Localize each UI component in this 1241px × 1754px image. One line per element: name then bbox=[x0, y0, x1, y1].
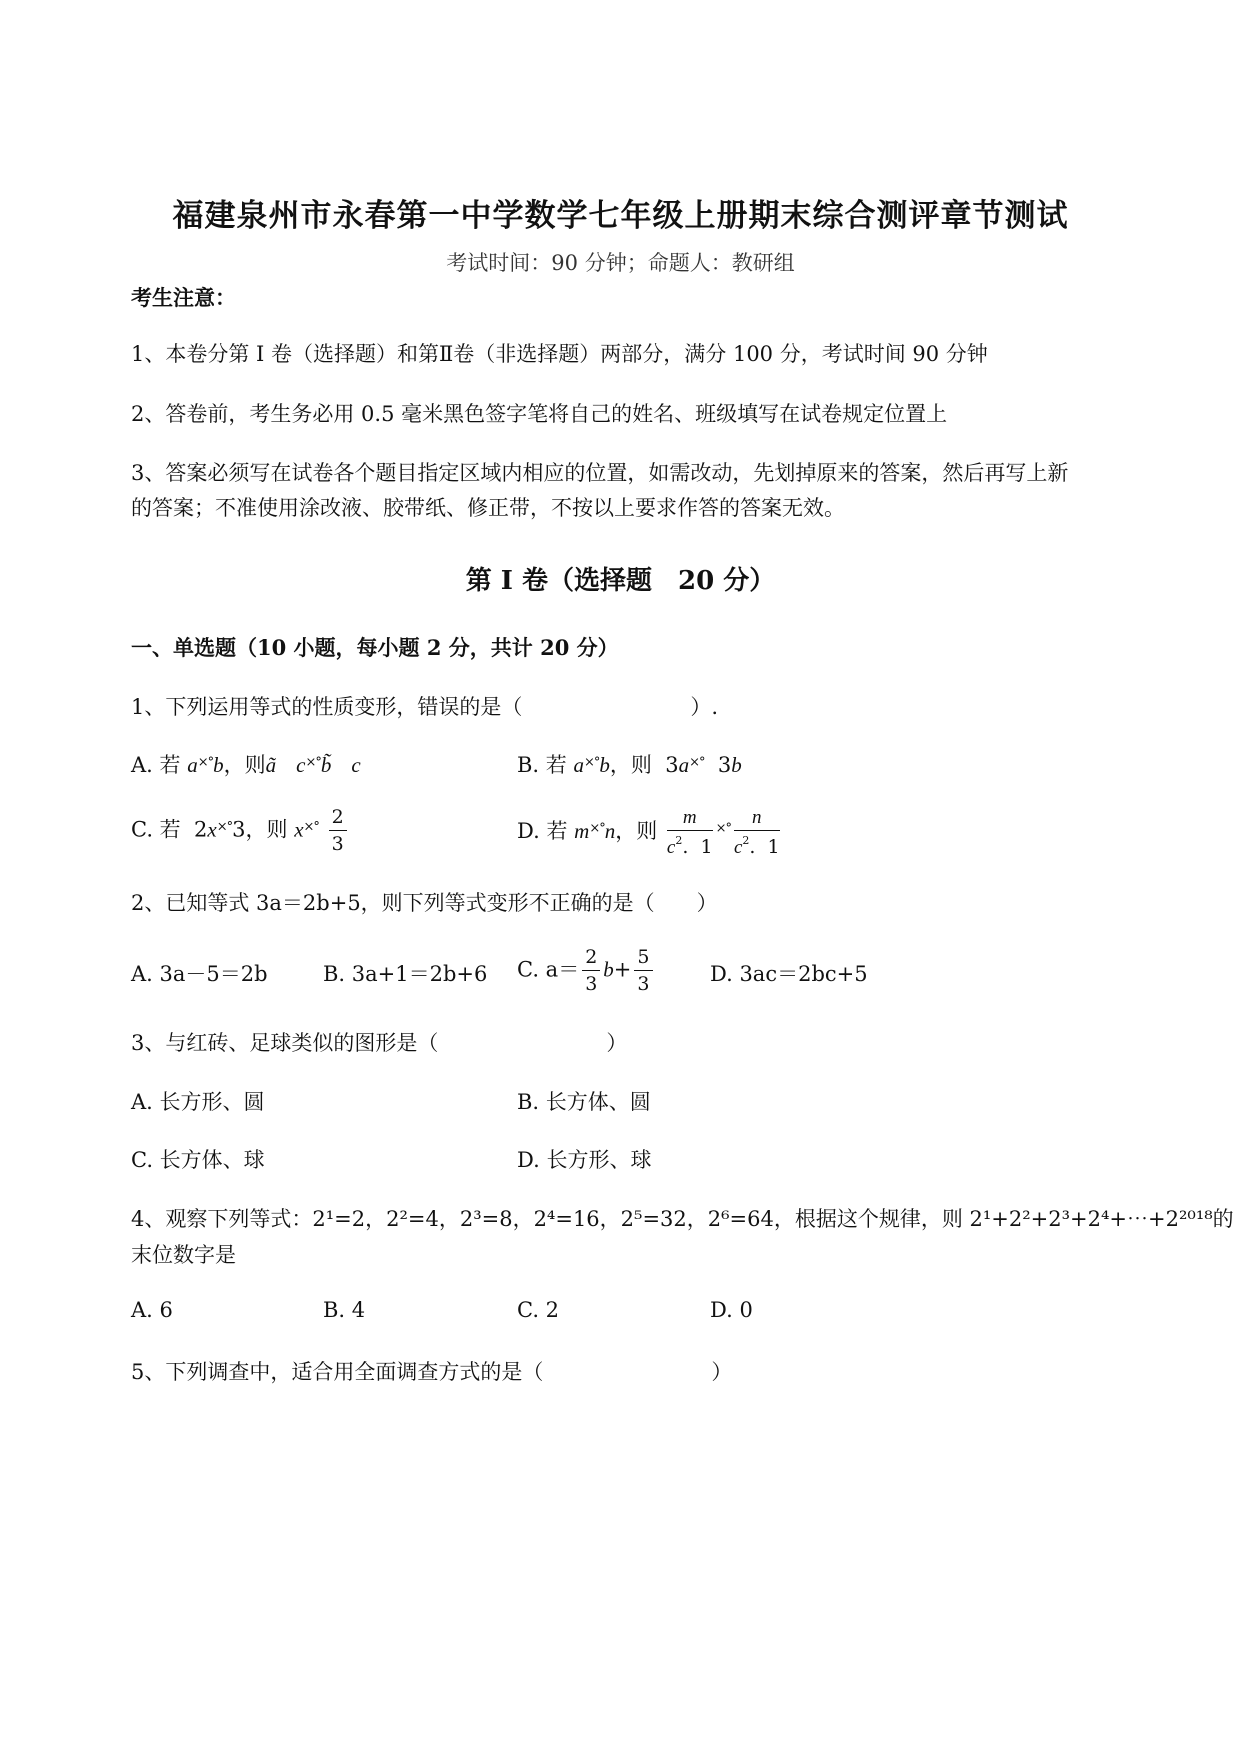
question-4-option-d[interactable]: D. 0 bbox=[710, 1298, 753, 1322]
question-4-stem: 4、观察下列等式：2¹=2，2²=4，2³=8，2⁴=16，2⁵=32，2⁶=64，根据这个规律，则 2¹+2²+2³+2⁴+⋯+2²⁰¹⁸的 bbox=[131, 1207, 1234, 1231]
question-1-option-b[interactable]: B. 若 a×°b，则 3a×° 3b bbox=[517, 753, 742, 777]
question-1-option-c[interactable]: C. 若 2x×°3，则 x×° $\frac{2}{3}$ bbox=[131, 808, 350, 854]
notice-item-1: 1、本卷分第 I 卷（选择题）和第Ⅱ卷（非选择题）两部分，满分 100 分，考试时间 90 分钟 bbox=[131, 342, 988, 366]
question-3-option-a[interactable]: A. 长方形、圆 bbox=[131, 1090, 265, 1114]
question-4-option-a[interactable]: A. 6 bbox=[131, 1298, 173, 1322]
question-1-stem: 1、下列运用等式的性质变形，错误的是（ ）. bbox=[131, 695, 719, 719]
question-2-option-a[interactable]: A. 3a－5＝2b bbox=[131, 962, 268, 986]
question-4-option-b[interactable]: B. 4 bbox=[323, 1298, 366, 1322]
question-3-stem: 3、与红砖、足球类似的图形是（ ） bbox=[131, 1031, 628, 1055]
question-5-stem: 5、下列调查中，适合用全面调查方式的是（ ） bbox=[131, 1360, 733, 1384]
question-2-stem: 2、已知等式 3a＝2b+5，则下列等式变形不正确的是（ ） bbox=[131, 891, 718, 915]
question-1-option-a[interactable]: A. 若 a×°b，则ã c×°b̃ c bbox=[131, 753, 361, 777]
question-4-option-c[interactable]: C. 2 bbox=[517, 1298, 560, 1322]
notice-item-2: 2、答卷前，考生务必用 0.5 毫米黑色签字笔将自己的姓名、班级填写在试卷规定位置上 bbox=[131, 402, 948, 426]
question-3-option-b[interactable]: B. 长方体、圆 bbox=[517, 1090, 651, 1114]
question-4-stem-cont: 末位数字是 bbox=[131, 1243, 236, 1267]
page-title: 福建泉州市永春第一中学数学七年级上册期末综合测评章节测试 bbox=[172, 198, 1069, 234]
section-title: 第 I 卷（选择题 20 分） bbox=[465, 566, 776, 596]
question-2-option-c[interactable]: C. a＝ $\frac{2}{3}$ b+ $\frac{5}{3}$ bbox=[517, 948, 656, 994]
part-heading: 一、单选题（10 小题，每小题 2 分，共计 20 分） bbox=[131, 635, 619, 660]
exam-info: 考试时间：90 分钟；命题人：教研组 bbox=[446, 251, 795, 275]
question-2-option-d[interactable]: D. 3ac＝2bc+5 bbox=[710, 962, 868, 986]
question-2-option-b[interactable]: B. 3a+1＝2b+6 bbox=[323, 962, 488, 986]
question-3-option-c[interactable]: C. 长方体、球 bbox=[131, 1148, 265, 1172]
notice-item-3: 3、答案必须写在试卷各个题目指定区域内相应的位置，如需改动，先划掉原来的答案，然后再写上新 bbox=[131, 461, 1069, 485]
notice-heading: 考生注意： bbox=[131, 285, 236, 310]
notice-item-3-cont: 的答案；不准使用涂改液、胶带纸、修正带，不按以上要求作答的答案无效。 bbox=[131, 496, 845, 520]
question-3-option-d[interactable]: D. 长方形、球 bbox=[517, 1148, 652, 1172]
question-1-option-d[interactable]: D. 若 m×°n，则 $\frac{m}{c^2. 1}$ ×° $\frac{n}{c^2. 1}$ bbox=[517, 807, 780, 858]
